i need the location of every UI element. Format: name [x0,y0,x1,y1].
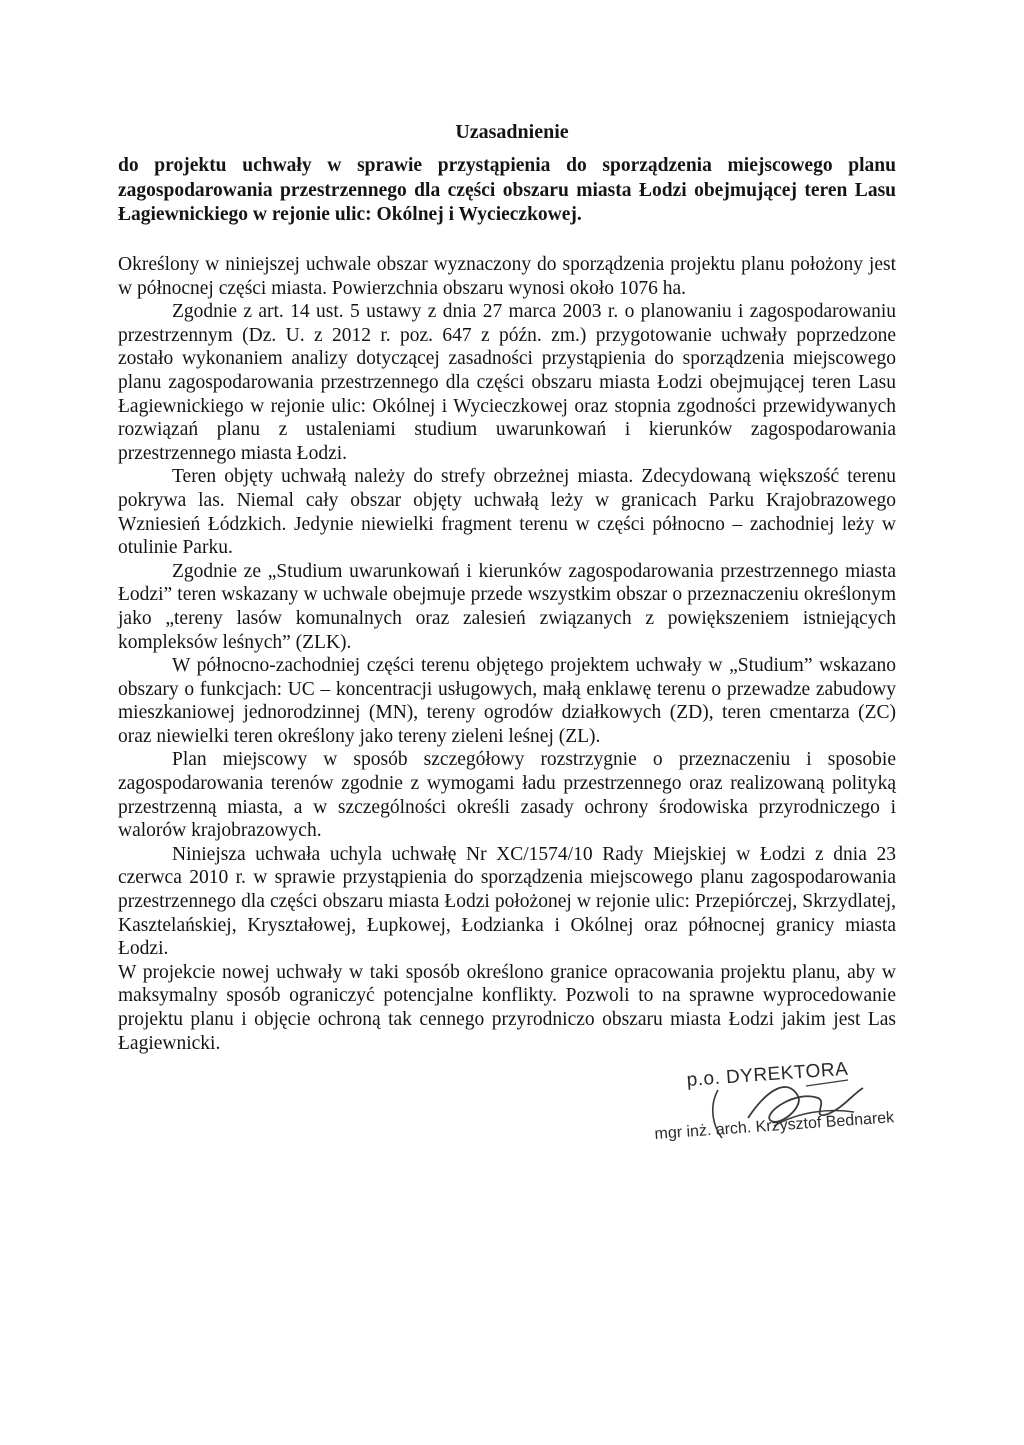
document-subtitle: do projektu uchwały w sprawie przystąpienia do sporządzenia miejscowego planu zagospodarowania przestrzennego dla części obszaru miasta Łodzi obejmującej teren Lasu Łagiewnickiego w rejonie ulic: Okólnej i Wycieczkowej. [118,155,896,225]
paragraph-functions: W północno-zachodniej części terenu objętego projektem uchwały w „Studium” wskazano obszary o funkcjach: UC – koncentracji usługowych, małą enklawę terenu o przewadze zabudowy mieszkaniowej jednorodzinnej (MN), tereny ogrodów działkowych (ZD), teren cmentarza (ZC) oraz niewielki teren określony jako tereny zieleni leśnej (ZL). [118,655,896,747]
paragraph-legal-basis: Zgodnie z art. 14 ust. 5 ustawy z dnia 27 marca 2003 r. o planowaniu i zagospodarowaniu przestrzennym (Dz. U. z 2012 r. poz. 647 z późn. zm.) przygotowanie uchwały poprzedzone zostało wykonaniem analizy dotyczącej zasadności przystąpienia do sporządzenia miejscowego planu zagospodarowania przestrzennego dla części obszaru miasta Łodzi obejmującej teren Lasu Łagiewnickiego w rejonie ulic: Okólnej i Wycieczkowej oraz stopnia zgodności przewidywanych rozwiązań planu z ustaleniami studium uwarunkowań i kierunków zagospodarowania przestrzennego miasta Łodzi. [118,301,896,464]
paragraph-plan-scope: Plan miejscowy w sposób szczegółowy rozstrzygnie o przeznaczeniu i sposobie zagospodarowania terenów zgodnie z wymogami ładu przestrzennego oraz realizowaną polityką przestrzenną miasta, a w szczególności określi zasady ochrony środowiska przyrodniczego i walorów krajobrazowych. [118,749,896,842]
paragraph-boundaries: W projekcie nowej uchwały w taki sposób określono granice opracowania projektu planu, aby w maksymalny sposób ograniczyć potencjalne konflikty. Pozwoli to na sprawne wyprocedowanie projektu planu i objęcie ochroną tak cennego przyrodniczo obszaru miasta Łodzi jakim jest Las Łagiewnicki. [118,961,896,1054]
signature-title: p.o. DYREKTORA [686,1058,849,1091]
signature-name: mgr inż. arch. Krzysztof Bednarek [654,1109,895,1143]
paragraph-studium: Zgodnie ze „Studium uwarunkowań i kierunków zagospodarowania przestrzennego miasta Łodzi” teren wskazany w uchwale obejmuje przede wszystkim obszar o przeznaczeniu określonym jako „tereny lasów komunalnych oraz zalesień związanych z powiększeniem istniejących kompleksów leśnych” (ZLK). [118,560,896,653]
paragraph-repeal: Niniejsza uchwała uchyla uchwałę Nr XC/1574/10 Rady Miejskiej w Łodzi z dnia 23 czerwca 2010 r. w sprawie przystąpienia do sporządzenia miejscowego planu zagospodarowania przestrzennego dla części obszaru miasta Łodzi położonej w rejonie ulic: Przepiórczej, Skrzydlatej, Kasztelańskiej, Kryształowej, Łupkowej, Łodzianka i Okólnej oraz północnej granicy miasta Łodzi. [118,843,896,960]
signature-block [648,1060,908,1170]
document-heading: Uzasadnienie [455,121,569,143]
paragraph-area-description: Określony w niniejszej uchwale obszar wyznaczony do sporządzenia projektu planu położony jest w północnej części miasta. Powierzchnia obszaru wynosi około 1076 ha. [118,254,896,299]
paragraph-terrain: Teren objęty uchwałą należy do strefy obrzeżnej miasta. Zdecydowaną większość terenu pokrywa las. Niemal cały obszar objęty uchwałą leży w granicach Parku Krajobrazowego Wzniesień Łódzkich. Jedynie niewielki fragment terenu w części północno – zachodniej leży w otulinie Parku. [118,466,896,559]
document-body [118,253,896,1055]
